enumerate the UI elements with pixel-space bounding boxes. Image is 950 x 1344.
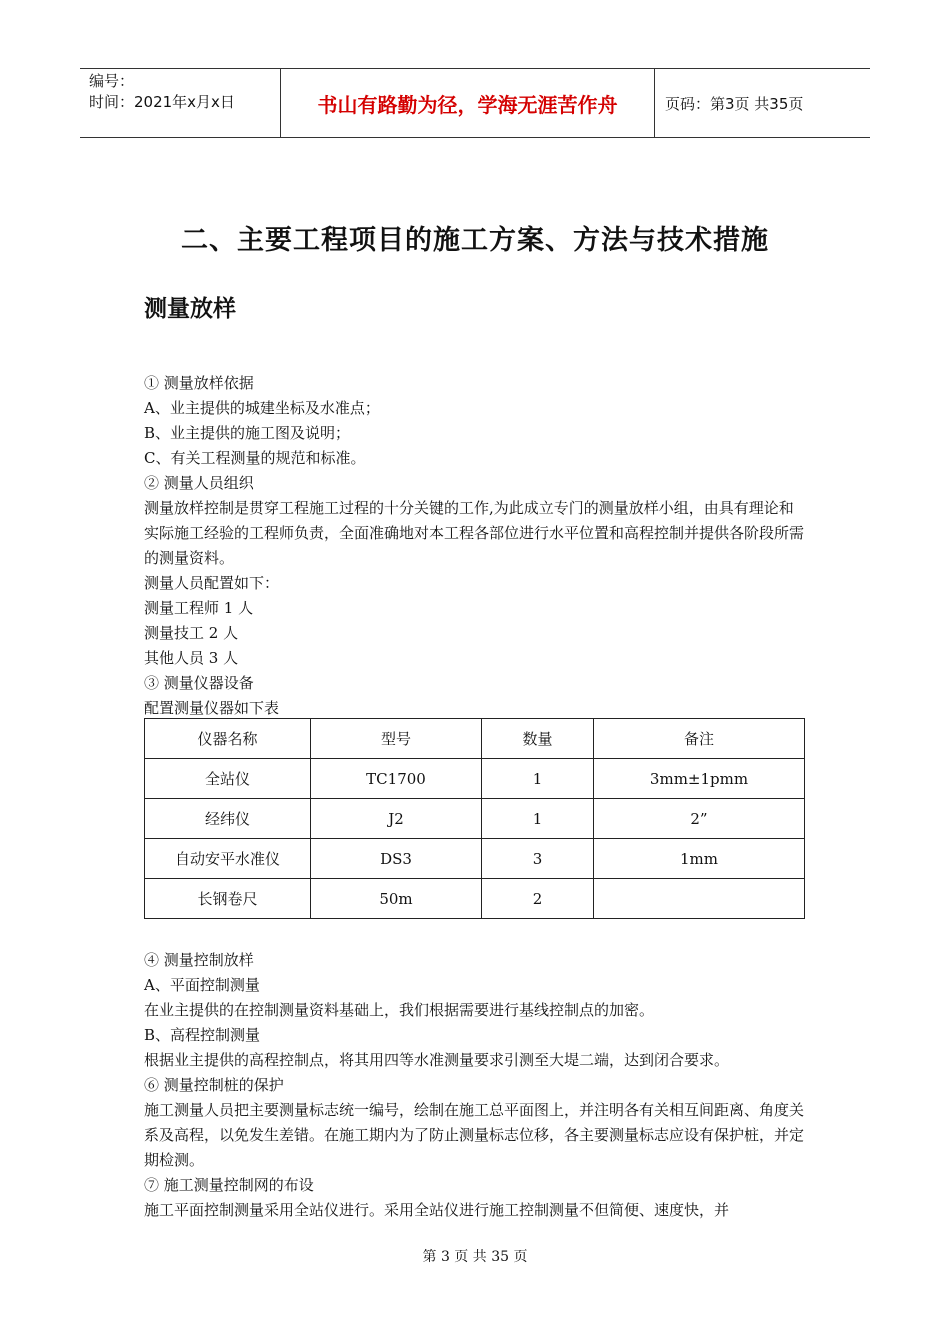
table-cell: 2”	[594, 799, 805, 839]
paragraph: ① 测量放样依据	[144, 374, 254, 392]
header-motto: 书山有路勤为径，学海无涯苦作舟	[280, 69, 655, 137]
paragraph: A、平面控制测量	[144, 976, 260, 994]
table-cell: DS3	[311, 839, 482, 879]
table-header-cell: 型号	[311, 719, 482, 759]
table-cell: 2	[482, 879, 594, 919]
table-cell: 1mm	[594, 839, 805, 879]
table-cell: 经纬仪	[145, 799, 311, 839]
table-cell: 3mm±1pmm	[594, 759, 805, 799]
paragraph: 测量技工 2 人	[144, 624, 239, 642]
page-footer: 第 3 页 共 35 页	[422, 1249, 528, 1265]
header-time: 时间：2021年x月x日	[89, 93, 235, 111]
paragraph: 在业主提供的在控制测量资料基础上，我们根据需要进行基线控制点的加密。	[144, 1001, 655, 1019]
paragraph: 施工测量人员把主要测量标志统一编号，绘制在施工总平面图上，并注明各有关相互间距离、角度关系及高程，以免发生差错。在施工期内为了防止测量标志位移，各主要测量标志应设有保护桩，并定期检测。	[144, 1101, 805, 1169]
table-cell: TC1700	[311, 759, 482, 799]
section-control-layout	[144, 948, 808, 1223]
table-cell: 1	[482, 799, 594, 839]
paragraph: 其他人员 3 人	[144, 649, 239, 667]
header-page-info: 页码：第3页 共35页	[665, 94, 804, 113]
paragraph: ③ 测量仪器设备	[144, 674, 254, 692]
table-header-cell: 仪器名称	[145, 719, 311, 759]
paragraph: B、业主提供的施工图及说明；	[144, 424, 351, 442]
table-cell: 1	[482, 759, 594, 799]
table-row	[145, 879, 805, 919]
table-cell: 自动安平水准仪	[145, 839, 311, 879]
page-title: 二、主要工程项目的施工方案、方法与技术措施	[181, 225, 769, 256]
paragraph: 施工平面控制测量采用全站仪进行。采用全站仪进行施工控制测量不但简便、速度快，并	[144, 1201, 730, 1219]
paragraph: A、业主提供的城建坐标及水准点；	[144, 399, 380, 417]
paragraph: 测量放样控制是贯穿工程施工过程的十分关键的工作,为此成立专门的测量放样小组，由具有理论和实际施工经验的工程师负责，全面准确地对本工程各部位进行水平位置和高程控制并提供各阶段所需的测量资料。	[144, 499, 805, 567]
paragraph: C、有关工程测量的规范和标准。	[144, 449, 366, 467]
table-header-cell: 数量	[482, 719, 594, 759]
paragraph: ⑦ 施工测量控制网的布设	[144, 1176, 314, 1194]
table-row	[145, 799, 805, 839]
paragraph: ④ 测量控制放样	[144, 951, 254, 969]
table-row	[145, 839, 805, 879]
header-number: 编号：	[89, 72, 135, 90]
paragraph: 测量人员配置如下：	[144, 574, 280, 592]
section-title: 测量放样	[144, 296, 236, 322]
table-cell: 长钢卷尺	[145, 879, 311, 919]
table-cell: J2	[311, 799, 482, 839]
table-row	[145, 759, 805, 799]
paragraph: B、高程控制测量	[144, 1026, 261, 1044]
section-measurement-basis	[144, 371, 808, 721]
page-header	[80, 68, 870, 138]
table-header-cell: 备注	[594, 719, 805, 759]
paragraph: 根据业主提供的高程控制点，将其用四等水准测量要求引测至大堤二端，达到闭合要求。	[144, 1051, 730, 1069]
table-cell: 全站仪	[145, 759, 311, 799]
paragraph: 测量工程师 1 人	[144, 599, 254, 617]
table-cell: 50m	[311, 879, 482, 919]
instrument-table	[144, 718, 805, 919]
paragraph: ② 测量人员组织	[144, 474, 254, 492]
table-header-row	[145, 719, 805, 759]
table-cell	[594, 879, 805, 919]
table-cell: 3	[482, 839, 594, 879]
paragraph: 配置测量仪器如下表	[144, 699, 280, 717]
header-meta	[80, 69, 280, 137]
paragraph: ⑥ 测量控制桩的保护	[144, 1076, 284, 1094]
